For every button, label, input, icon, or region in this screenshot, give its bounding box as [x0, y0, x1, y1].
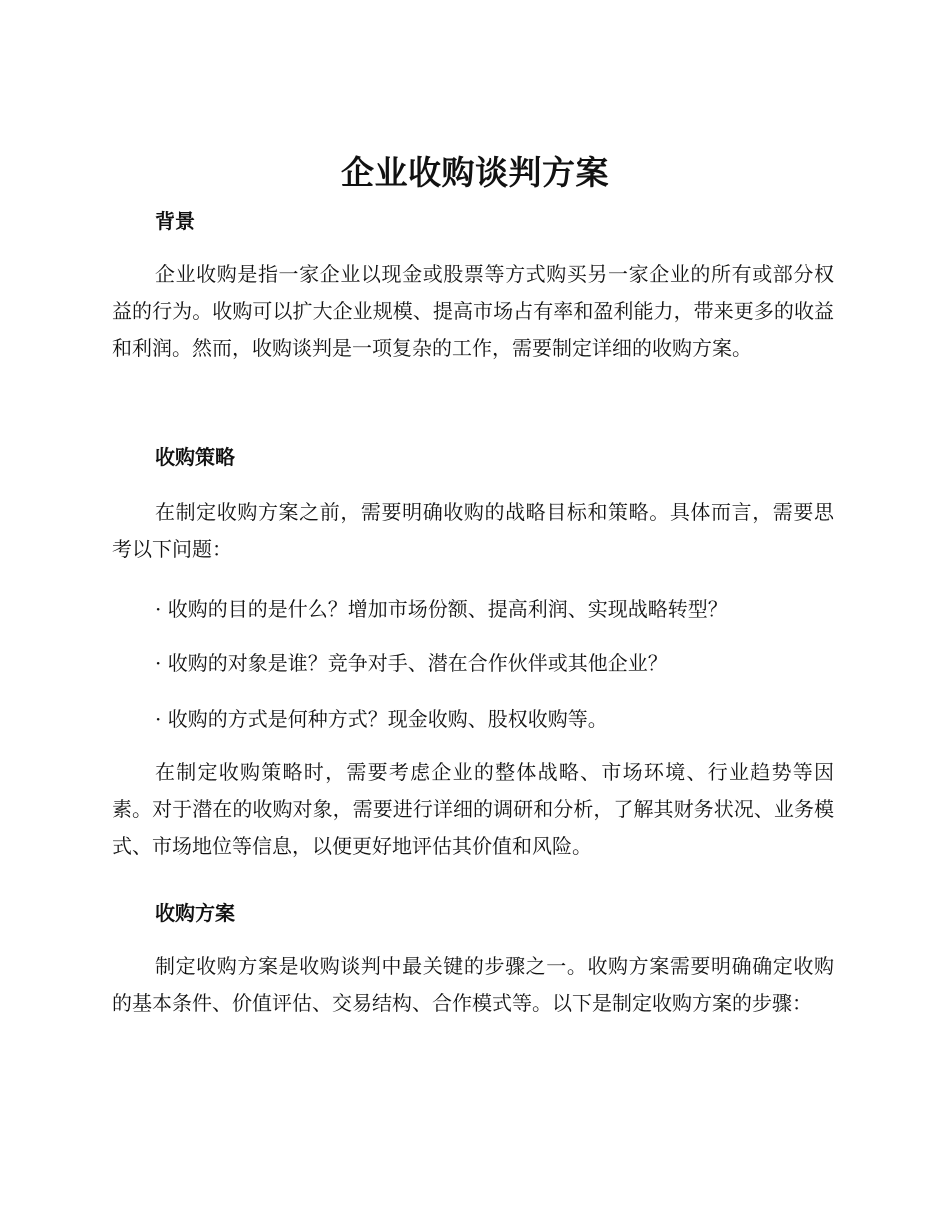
strategy-bullet-method: · 收购的方式是何种方式？现金收购、股权收购等。 — [155, 707, 608, 731]
strategy-bullet-purpose: · 收购的目的是什么？增加市场份额、提高利润、实现战略转型？ — [155, 597, 728, 621]
section-heading-strategy: 收购策略 — [155, 445, 235, 469]
plan-paragraph: 制定收购方案是收购谈判中最关键的步骤之一。收购方案需要明确确定收购的基本条件、价值评估、交易结构、合作模式等。以下是制定收购方案的步骤： — [112, 954, 834, 1015]
section-heading-plan: 收购方案 — [155, 901, 235, 925]
section-heading-background: 背景 — [155, 209, 195, 233]
strategy-bullet-target: · 收购的对象是谁？竞争对手、潜在合作伙伴或其他企业？ — [155, 651, 668, 675]
strategy-intro-paragraph: 在制定收购方案之前，需要明确收购的战略目标和策略。具体而言，需要思考以下问题： — [112, 500, 834, 561]
document-title: 企业收购谈判方案 — [341, 153, 609, 192]
background-paragraph: 企业收购是指一家企业以现金或股票等方式购买另一家企业的所有或部分权益的行为。收购可以扩大企业规模、提高市场占有率和盈利能力，带来更多的收益和利润。然而，收购谈判是一项复杂的工作，需要制定详细的收购方案。 — [112, 262, 834, 360]
strategy-paragraph: 在制定收购策略时，需要考虑企业的整体战略、市场环境、行业趋势等因素。对于潜在的收购对象，需要进行详细的调研和分析，了解其财务状况、业务模式、市场地位等信息，以便更好地评估其价值和风险。 — [112, 760, 834, 858]
